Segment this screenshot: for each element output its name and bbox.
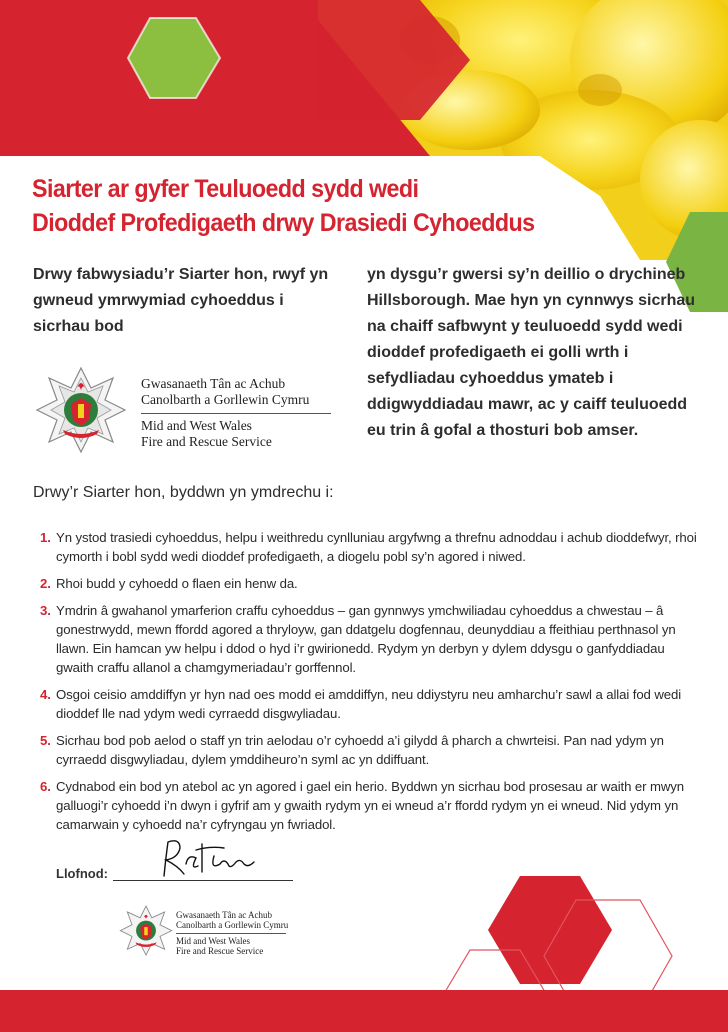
list-item (40, 731, 700, 769)
logo-welsh-line-1: Gwasanaeth Tân ac Achub (141, 376, 286, 391)
fire-service-crest-icon (118, 902, 174, 958)
list-item-text: Osgoi ceisio amddiffyn yr hyn nad oes modd ei amddiffyn, neu ddiystyru neu amharchu’r sawl a allai fod wedi dioddef lle nad ydym wedi cyrraedd disgwyliadau. (56, 687, 682, 721)
intro-right-text: yn dysgu’r gwersi sy’n deillio o drychineb Hillsborough. Mae hyn yn cynnwys sicrhau na chaiff safbwynt y teuluoedd sydd wedi dioddef profedigaeth ei golli wrth i sefydliadau cyhoeddus ymateb i ddigwyddiadau mawr, ac y caiff teuluoedd eu trin â gofal a thosturi bob amser. (367, 266, 696, 439)
handwritten-signature (150, 836, 260, 880)
page-title (32, 172, 627, 240)
logo-text (141, 376, 331, 450)
logo-text-small (176, 910, 288, 956)
logo-divider (176, 933, 286, 934)
list-item (40, 601, 700, 677)
list-item-number: 5. (40, 733, 51, 748)
list-item-text: Rhoi budd y cyhoedd o flaen ein henw da. (56, 576, 298, 591)
logo-welsh-line-1: Gwasanaeth Tân ac Achub (176, 910, 273, 920)
list-item-number: 6. (40, 779, 51, 794)
logo-english-line-2: Fire and Rescue Service (141, 434, 272, 449)
fire-service-crest-icon (33, 364, 129, 454)
list-item (40, 685, 700, 723)
commitments-list (40, 528, 700, 842)
list-item-number: 2. (40, 576, 51, 591)
fire-service-logo-small (118, 902, 318, 964)
intro-left-text: Drwy fabwysiadu’r Siarter hon, rwyf yn gwneud ymrwymiad cyhoeddus i sicrhau bod (33, 266, 329, 335)
list-item-text: Yn ystod trasiedi cyhoeddus, helpu i weithredu cynlluniau argyfwng a threfnu adnoddau i achub dioddefwyr, rhoi cymorth i bobl sydd wedi dioddef profedigaeth, a diogelu pobl sy’n agored i niwed. (56, 530, 697, 564)
commitment-heading: Drwy’r Siarter hon, byddwn yn ymdrechu i: (33, 484, 334, 501)
list-item-number: 1. (40, 530, 51, 545)
list-item-text: Cydnabod ein bod yn atebol ac yn agored i gael ein herio. Byddwn yn sicrhau bod prosesau ar waith er mwyn galluogi’r cyhoedd i’n dwyn i gyfrif am y gwaith rydym yn ei wneud a’r ffordd rydym yn ei wneud. Nid ydym yn camarwain y cyhoedd na’r cyfryngau yn fwriadol. (56, 779, 685, 832)
fire-service-logo (33, 364, 353, 454)
list-item (40, 528, 700, 566)
list-item-number: 3. (40, 603, 51, 618)
list-item-text: Ymdrin â gwahanol ymarferion craffu cyhoeddus – gan gynnwys ymchwiliadau cyhoeddus a chwestau – â gonestrwydd, mewn ffordd agored a thryloyw, gan ddatgelu dogfennau, deunyddiau a ffeithiau perthnasol yn llawn. Ein hamcan yw helpu i ddod o hyd i’r gwirionedd. Rydym yn derbyn y dylem ddysgu o ganfyddiadau gwaith craffu allanol a chamgymeriadau’r gorffennol. (56, 603, 676, 675)
logo-welsh-line-2: Canolbarth a Gorllewin Cymru (141, 392, 310, 407)
logo-english-line-1: Mid and West Wales (176, 936, 250, 946)
signature-line (113, 880, 293, 881)
title-line-2: Dioddef Profedigaeth drwy Drasiedi Cyhoeddus (32, 209, 535, 237)
logo-english-line-1: Mid and West Wales (141, 418, 252, 433)
signature-label: Llofnod: (56, 866, 108, 881)
list-item (40, 777, 700, 834)
list-item (40, 574, 700, 593)
title-line-1: Siarter ar gyfer Teuluoedd sydd wedi (32, 175, 419, 203)
logo-welsh-line-2: Canolbarth a Gorllewin Cymru (176, 920, 289, 930)
list-item-number: 4. (40, 687, 51, 702)
logo-english-line-2: Fire and Rescue Service (176, 946, 264, 956)
list-item-text: Sicrhau bod pob aelod o staff yn trin aelodau o’r cyhoedd a’i gilydd â pharch a chwrteisi. Pan nad ydym yn cyrraedd disgwyliadau, dylem ymddiheuro’n syml ac yn ddiffuant. (56, 733, 664, 767)
logo-divider (141, 413, 331, 414)
